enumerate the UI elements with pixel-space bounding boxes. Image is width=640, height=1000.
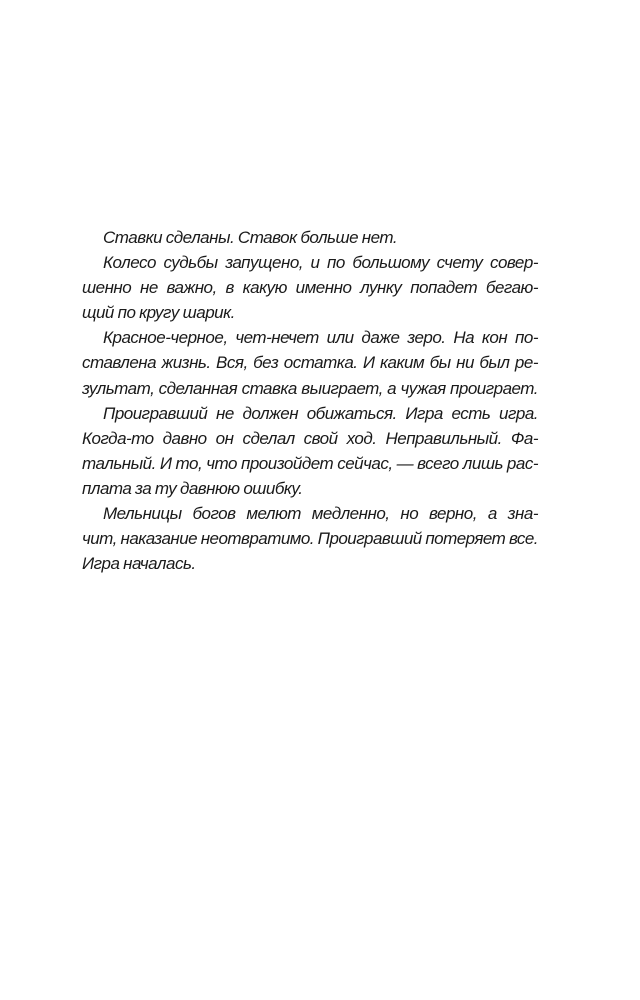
text-line: зультат, сделанная ставка выиграет, а чужая проиграет.: [82, 378, 538, 398]
paragraph: [82, 401, 538, 501]
text-line: Когда-то давно он сделал свой ход. Неправильный. Фа-: [82, 428, 538, 448]
text-line: чит, наказание неотвратимо. Проигравший потеряет все.: [82, 529, 538, 549]
text-line: Проигравший не должен обижаться. Игра есть игра.: [103, 403, 538, 423]
text-line: Красное-черное, чет-нечет или даже зеро. На кон по-: [103, 328, 538, 348]
text-line: плата за ту давнюю ошибку.: [82, 478, 303, 498]
text-line: Мельницы богов мелют медленно, но верно, а зна-: [103, 504, 538, 524]
paragraph: [82, 225, 538, 250]
text-line: шенно не важно, в какую именно лунку попадет бегаю-: [82, 278, 538, 298]
text-line: Игра началась.: [82, 554, 196, 574]
paragraph: [82, 325, 538, 400]
text-line: Ставки сделаны. Ставок больше нет.: [103, 228, 398, 247]
text-line: ставлена жизнь. Вся, без остатка. И каким бы ни был ре-: [82, 353, 538, 373]
text-line: щий по кругу шарик.: [82, 303, 235, 323]
paragraph: [82, 501, 538, 576]
text-line: Колесо судьбы запущено, и по большому счету совер-: [103, 253, 538, 273]
paragraph: [82, 250, 538, 325]
text-line: тальный. И то, что произойдет сейчас, — всего лишь рас-: [82, 453, 538, 473]
page-body-text: [82, 225, 538, 576]
